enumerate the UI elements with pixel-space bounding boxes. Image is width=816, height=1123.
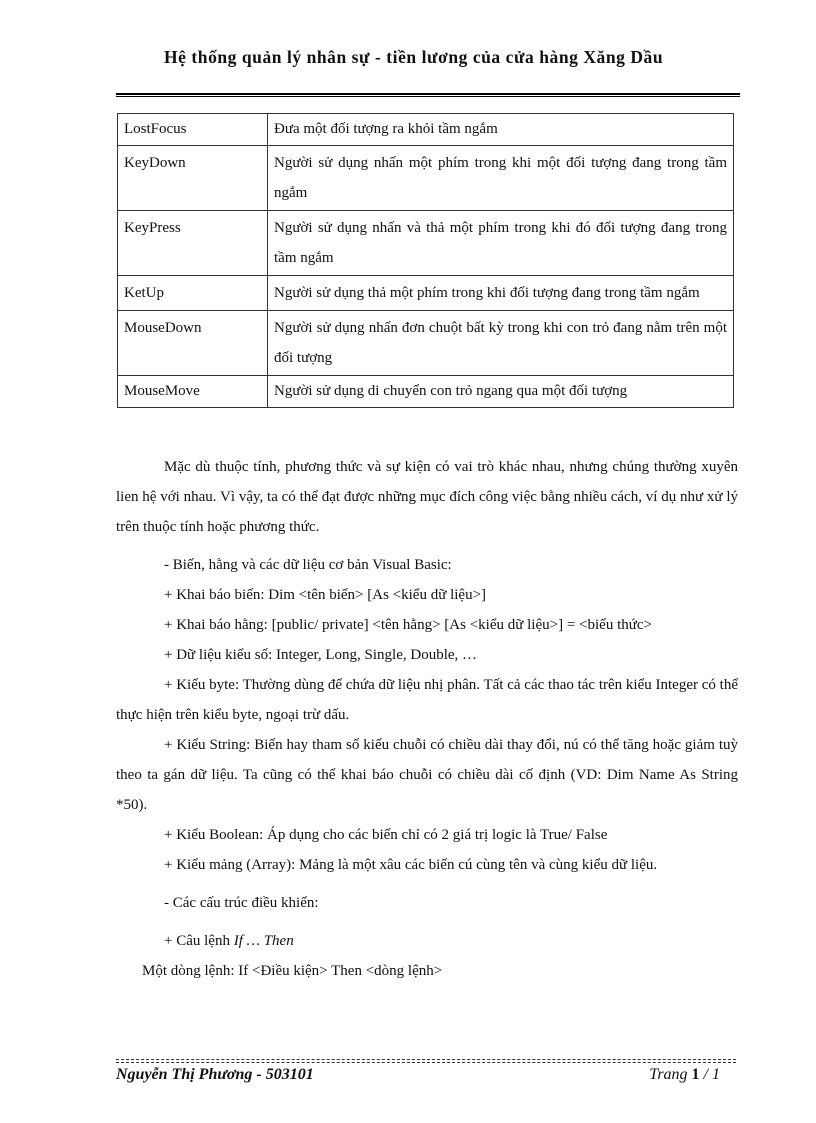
if-then-code: If … Then bbox=[233, 933, 294, 949]
page-separator: / bbox=[699, 1066, 712, 1083]
event-description-cell: Người sử dụng nhấn một phím trong khi một đối tượng đang trong tầm ngắm bbox=[268, 146, 734, 211]
paragraph-if-then bbox=[116, 926, 738, 956]
paragraph-byte-type: + Kiểu byte: Thường dùng để chứa dữ liệu nhị phân. Tất cả các thao tác trên kiểu Integer có thể thực hiện trên kiểu byte, ngoại trừ dấu. bbox=[116, 677, 738, 723]
footer-rule-lower bbox=[116, 1062, 736, 1063]
table-row bbox=[118, 211, 734, 276]
page-label: Trang bbox=[649, 1066, 688, 1083]
event-name-cell: MouseMove bbox=[118, 376, 268, 408]
page-number bbox=[649, 1066, 720, 1084]
header-title: Hệ thống quản lý nhân sự - tiền lương của cửa hàng Xăng Dầu bbox=[164, 47, 664, 67]
body-text bbox=[116, 452, 738, 986]
if-then-prefix: + Câu lệnh bbox=[164, 933, 234, 949]
header-rule-thin bbox=[116, 96, 740, 97]
event-description-cell: Người sử dụng thả một phím trong khi đối tượng đang trong tầm ngắm bbox=[268, 276, 734, 311]
paragraph-single-line: Một dòng lệnh: If <Điều kiện> Then <dòng lệnh> bbox=[142, 963, 443, 979]
paragraph-declare-variable: + Khai báo biến: Dim <tên biến> [As <kiểu dữ liệu>] bbox=[164, 587, 487, 603]
event-description-cell: Người sử dụng nhấn và thả một phím trong khi đó đối tượng đang trong tầm ngắm bbox=[268, 211, 734, 276]
paragraph-control-structures: - Các cấu trúc điều khiển: bbox=[164, 895, 319, 911]
event-name-cell: LostFocus bbox=[118, 114, 268, 146]
event-description-cell: Người sử dụng nhấn đơn chuột bất kỳ trong khi con trỏ đang nằm trên một đối tượng bbox=[268, 311, 734, 376]
footer-rule bbox=[116, 1059, 736, 1060]
table-row bbox=[118, 311, 734, 376]
page-current: 1 bbox=[691, 1066, 700, 1083]
page-total: 1 bbox=[712, 1066, 720, 1083]
paragraph-numeric-types: + Dữ liệu kiểu số: Integer, Long, Single, Double, … bbox=[164, 647, 478, 663]
paragraph-intro: Mặc dù thuộc tính, phương thức và sự kiện có vai trò khác nhau, nhưng chúng thường xuyên lien hệ với nhau. Vì vậy, ta có thể đạt được những mục đích công việc bằng nhiều cách, ví dụ như xử lý trên thuộc tính hoặc phương thức. bbox=[116, 459, 738, 535]
paragraph-array-type: + Kiểu mảng (Array): Mảng là một xâu các biến cú cùng tên và cùng kiểu dữ liệu. bbox=[164, 857, 658, 873]
footer-author: Nguyễn Thị Phương - 503101 bbox=[116, 1066, 314, 1083]
event-name-cell: KeyPress bbox=[118, 211, 268, 276]
table-row bbox=[118, 114, 734, 146]
event-description-cell: Người sử dụng di chuyển con trỏ ngang qua một đối tượng bbox=[268, 376, 734, 408]
header-rule bbox=[116, 93, 740, 95]
table-row bbox=[118, 276, 734, 311]
event-name-cell: KeyDown bbox=[118, 146, 268, 211]
event-name-cell: KetUp bbox=[118, 276, 268, 311]
paragraph-boolean-type: + Kiểu Boolean: Áp dụng cho các biến chỉ có 2 giá trị logic là True/ False bbox=[164, 827, 608, 843]
paragraph-variables-heading: - Biến, hằng và các dữ liệu cơ bản Visual Basic: bbox=[164, 557, 452, 573]
paragraph-declare-constant: + Khai báo hằng: [public/ private] <tên hằng> [As <kiểu dữ liệu>] = <biểu thức> bbox=[164, 617, 652, 633]
event-name-cell: MouseDown bbox=[118, 311, 268, 376]
paragraph-string-type: + Kiểu String: Biến hay tham số kiểu chuỗi có chiều dài thay đổi, nú có thể tăng hoặc giảm tuỳ theo ta gán dữ liệu. Ta cũng có thể khai báo chuỗi có chiều dài cố định (VD: Dim Name As String *50). bbox=[116, 737, 738, 813]
page-header bbox=[116, 46, 739, 68]
event-description-cell: Đưa một đối tượng ra khỏi tầm ngắm bbox=[268, 114, 734, 146]
table-row bbox=[118, 376, 734, 408]
table-row bbox=[118, 146, 734, 211]
events-table bbox=[117, 113, 734, 408]
